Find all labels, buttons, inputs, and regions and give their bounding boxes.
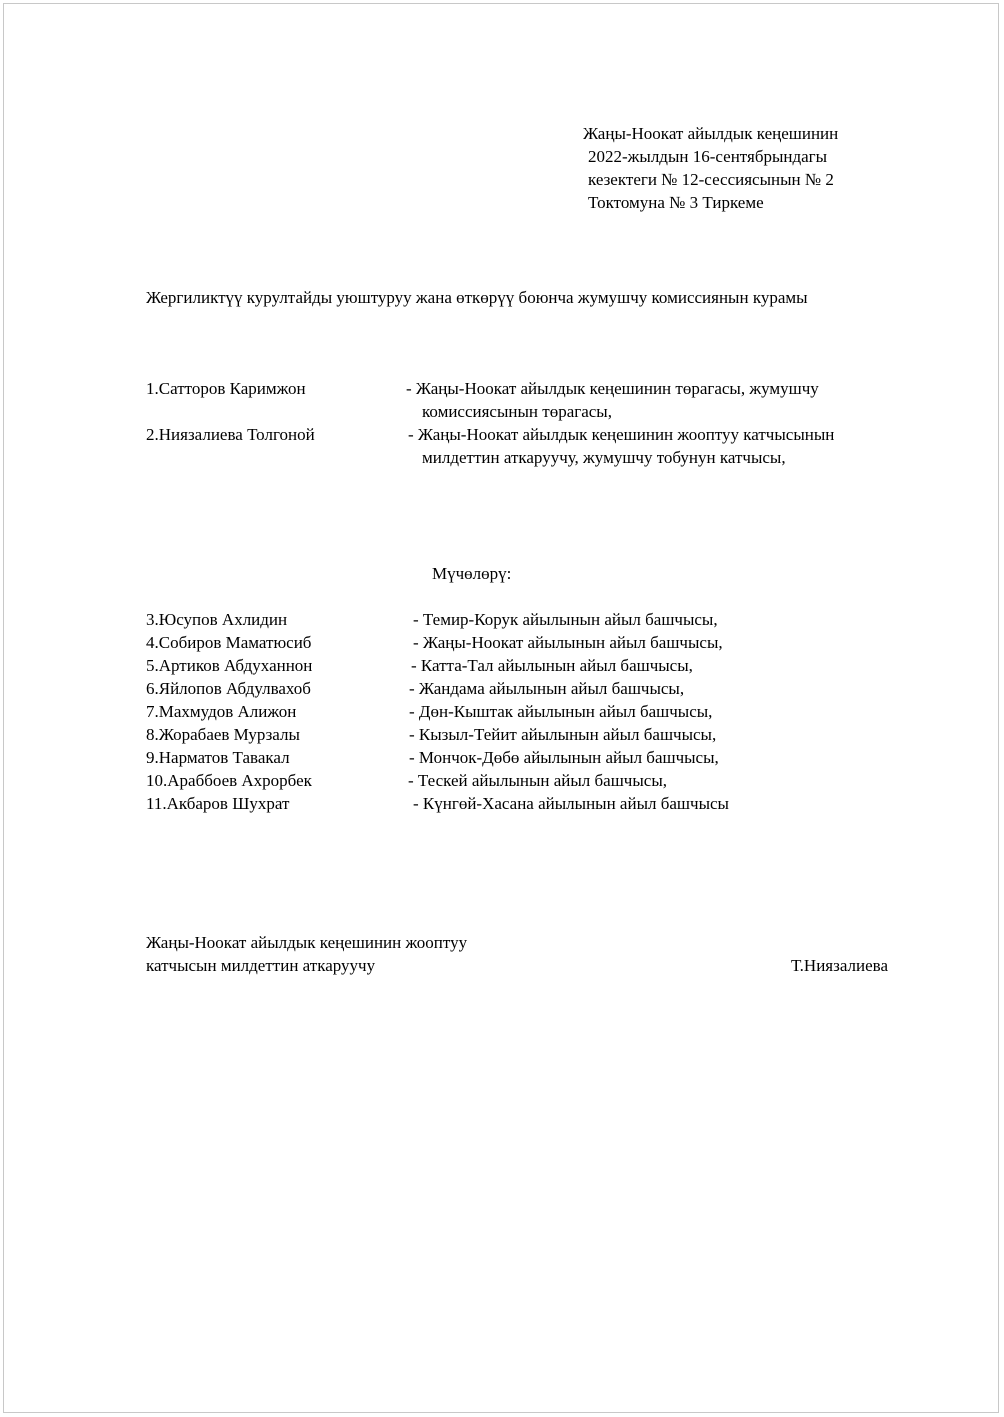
member-name: 3.Юсупов Ахлидин <box>146 610 288 629</box>
member-role: - Күнгөй-Хасана айылынын айыл башчысы <box>413 794 729 813</box>
member-name: 11.Акбаров Шухрат <box>146 794 290 813</box>
header-line-3: кезектеги № 12-сессиясынын № 2 <box>588 170 834 189</box>
member-role: - Кызыл-Тейит айылынын айыл башчысы, <box>409 725 717 744</box>
officer-role-continued: милдеттин аткаруучу, жумушчу тобунун катчысы, <box>422 448 786 467</box>
member-name: 10.Араббоев Ахрорбек <box>146 771 312 790</box>
member-name: 7.Махмудов Алижон <box>146 702 297 721</box>
member-role: - Темир-Корук айылынын айыл башчысы, <box>413 610 718 629</box>
officer-name: 2.Ниязалиева Толгоной <box>146 425 315 444</box>
header-line-1: Жаңы-Ноокат айылдык кеңешинин <box>583 124 839 143</box>
member-role: - Жаңы-Ноокат айылынын айыл башчысы, <box>413 633 723 652</box>
signatory-position-line-2: катчысын милдеттин аткаруучу <box>146 956 376 975</box>
member-name: 8.Жорабаев Мурзалы <box>146 725 300 744</box>
header-line-2: 2022-жылдын 16-сентябрындагы <box>588 147 828 166</box>
signatory-name: Т.Ниязалиева <box>791 956 889 975</box>
document-title: Жергиликтүү курултайды уюштуруу жана өткөрүү боюнча жумушчу комиссиянын курамы <box>146 288 808 307</box>
members-heading: Мүчөлөрү: <box>432 564 512 583</box>
officer-name: 1.Сатторов Каримжон <box>146 379 306 398</box>
member-name: 6.Яйлопов Абдулвахоб <box>146 679 311 698</box>
member-role: - Дөн-Кыштак айылынын айыл башчысы, <box>409 702 713 721</box>
officer-role: - Жаңы-Ноокат айылдык кеңешинин төрагасы, жумушчу <box>406 379 819 398</box>
header-line-4: Токтомуна № 3 Тиркеме <box>588 193 764 212</box>
officer-role: - Жаңы-Ноокат айылдык кеңешинин жооптуу катчысынын <box>408 425 835 444</box>
member-role: - Жандама айылынын айыл башчысы, <box>409 679 685 698</box>
signatory-position-line-1: Жаңы-Ноокат айылдык кеңешинин жооптуу <box>146 933 468 952</box>
member-role: - Тескей айылынын айыл башчысы, <box>408 771 668 790</box>
officer-role-continued: комиссиясынын төрагасы, <box>422 402 612 421</box>
member-name: 9.Нарматов Тавакал <box>146 748 290 767</box>
member-name: 5.Артиков Абдуханнон <box>146 656 313 675</box>
member-role: - Катта-Тал айылынын айыл башчысы, <box>411 656 693 675</box>
member-role: - Мончок-Дөбө айылынын айыл башчысы, <box>409 748 719 767</box>
member-name: 4.Собиров Маматюсиб <box>146 633 312 652</box>
